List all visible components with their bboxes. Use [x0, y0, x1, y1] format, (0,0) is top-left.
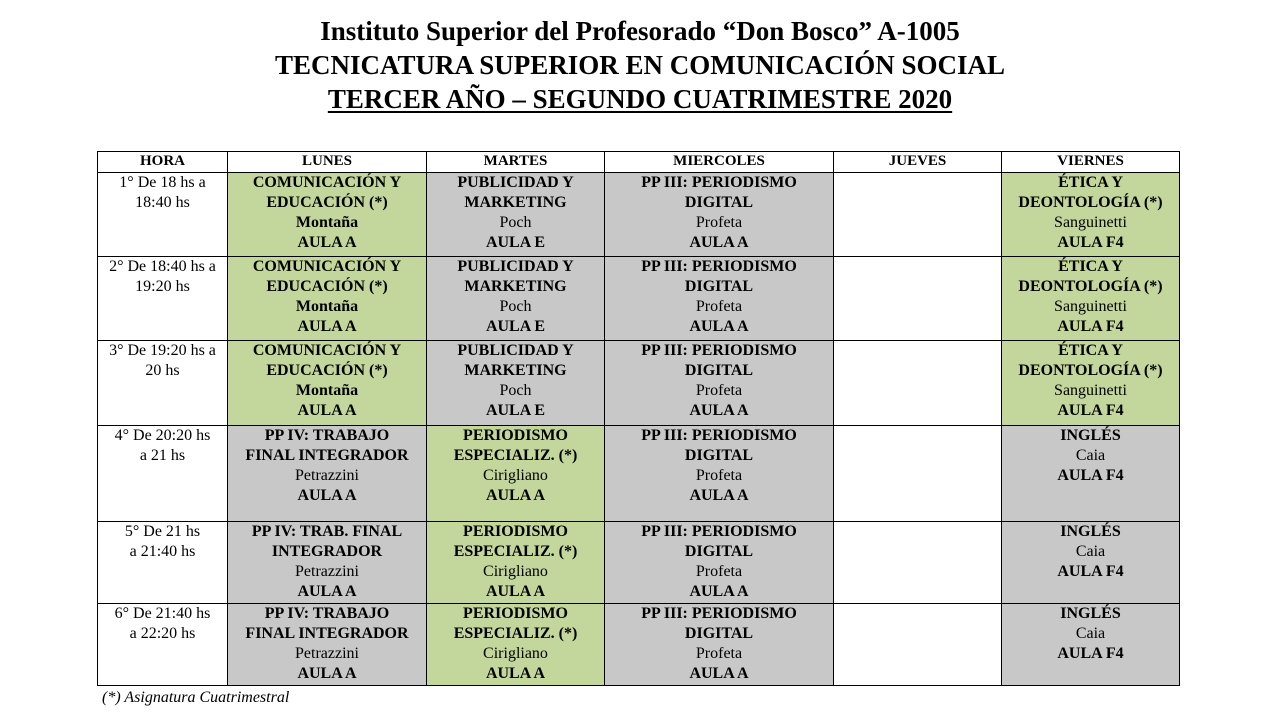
class-line: PUBLICIDAD Y: [457, 174, 574, 191]
class-cell-miercoles: [605, 341, 834, 426]
class-line: PERIODISMO: [463, 523, 568, 540]
class-cell-miercoles: [605, 257, 834, 341]
class-cell-lunes: [228, 522, 427, 604]
class-line: AULA F4: [1057, 234, 1124, 251]
class-line: INGLÉS: [1060, 427, 1121, 444]
hora-line: 4° De 20:20 hs: [114, 427, 211, 444]
class-line: Petrazzini: [295, 645, 359, 662]
class-line: Sanguinetti: [1054, 214, 1127, 231]
class-cell-viernes: [1002, 173, 1180, 257]
class-line: AULA A: [485, 487, 546, 504]
class-line: Profeta: [695, 382, 743, 399]
class-cell-martes: [427, 604, 605, 686]
class-cell-viernes: [1002, 341, 1180, 426]
class-line: Montaña: [295, 298, 359, 315]
program-title: TECNICATURA SUPERIOR EN COMUNICACIÓN SOCIAL: [274, 50, 1006, 80]
class-line: AULA A: [297, 583, 357, 600]
hora-cell: [98, 604, 228, 686]
hora-cell: [98, 426, 228, 522]
class-line: INGLÉS: [1060, 523, 1121, 540]
class-line: ESPECIALIZ. (*): [453, 447, 578, 464]
class-line: Caia: [1075, 543, 1106, 560]
class-line: PP III: PERIODISMO: [641, 427, 797, 444]
class-line: INGLÉS: [1060, 605, 1121, 622]
class-line: PP IV: TRAB. FINAL: [251, 523, 403, 540]
class-line: PP III: PERIODISMO: [641, 342, 797, 359]
class-line: DEONTOLOGÍA (*): [1018, 194, 1163, 211]
hora-line: 1° De 18 hs a: [119, 174, 206, 191]
hora-line: 6° De 21:40 hs: [114, 605, 211, 622]
class-cell-lunes: [228, 604, 427, 686]
class-line: PP III: PERIODISMO: [641, 605, 797, 622]
class-line: AULA A: [689, 318, 749, 335]
class-line: ÉTICA Y: [1058, 342, 1123, 359]
col-header-miercoles: MIERCOLES: [605, 152, 834, 173]
class-line: PP III: PERIODISMO: [641, 258, 797, 275]
table-row: [98, 257, 1180, 341]
class-line: AULA F4: [1057, 318, 1124, 335]
class-line: ÉTICA Y: [1058, 258, 1123, 275]
hora-cell: [98, 173, 228, 257]
class-line: Poch: [499, 382, 532, 399]
class-line: AULA E: [485, 402, 546, 419]
class-line: DIGITAL: [684, 278, 754, 295]
class-cell-jueves: [834, 426, 1002, 522]
col-header-lunes: LUNES: [228, 152, 427, 173]
class-line: PERIODISMO: [463, 605, 568, 622]
class-cell-martes: [427, 522, 605, 604]
hora-cell: [98, 522, 228, 604]
class-line: COMUNICACIÓN Y: [252, 174, 402, 191]
class-line: PUBLICIDAD Y: [457, 258, 574, 275]
class-line: PP III: PERIODISMO: [641, 523, 797, 540]
hora-line: a 21 hs: [139, 447, 186, 464]
class-line: AULA A: [689, 234, 749, 251]
class-line: AULA A: [297, 318, 357, 335]
hora-line: 3° De 19:20 hs a: [109, 342, 216, 359]
class-line: Petrazzini: [295, 467, 359, 484]
class-line: Profeta: [695, 645, 743, 662]
class-line: DEONTOLOGÍA (*): [1018, 362, 1163, 379]
hora-line: 18:40 hs: [135, 194, 190, 211]
class-line: Caia: [1075, 625, 1106, 642]
class-cell-miercoles: [605, 426, 834, 522]
class-cell-martes: [427, 257, 605, 341]
term-title: [0, 82, 1280, 116]
class-line: Poch: [499, 298, 532, 315]
class-cell-lunes: [228, 173, 427, 257]
class-line: AULA A: [297, 665, 357, 682]
class-line: INTEGRADOR: [271, 543, 383, 560]
class-line: Cirigliano: [483, 467, 548, 484]
col-header-viernes: VIERNES: [1002, 152, 1180, 173]
hora-line: a 22:20 hs: [129, 625, 196, 642]
class-line: Profeta: [695, 214, 743, 231]
table-row: [98, 426, 1180, 522]
class-line: MARKETING: [464, 278, 567, 295]
class-line: DIGITAL: [684, 194, 754, 211]
class-line: AULA E: [485, 234, 546, 251]
class-line: AULA F4: [1057, 402, 1124, 419]
class-line: ESPECIALIZ. (*): [453, 543, 578, 560]
class-line: DIGITAL: [684, 625, 754, 642]
class-cell-viernes: [1002, 604, 1180, 686]
hora-line: 2° De 18:40 hs a: [109, 258, 216, 275]
col-header-jueves: JUEVES: [834, 152, 1002, 173]
class-cell-jueves: [834, 257, 1002, 341]
hora-line: 19:20 hs: [135, 278, 190, 295]
class-line: AULA F4: [1057, 563, 1124, 580]
class-line: FINAL INTEGRADOR: [245, 625, 409, 642]
class-cell-martes: [427, 173, 605, 257]
table-row: [98, 604, 1180, 686]
class-line: AULA A: [689, 665, 749, 682]
class-line: AULA A: [485, 665, 546, 682]
class-line: AULA A: [689, 402, 749, 419]
class-cell-viernes: [1002, 426, 1180, 522]
hora-line: 5° De 21 hs: [124, 523, 201, 540]
class-line: PP III: PERIODISMO: [641, 174, 797, 191]
class-line: EDUCACIÓN (*): [266, 362, 388, 379]
class-line: DEONTOLOGÍA (*): [1018, 278, 1163, 295]
class-line: Profeta: [695, 467, 743, 484]
class-line: Poch: [499, 214, 532, 231]
class-line: PP IV: TRABAJO: [264, 605, 390, 622]
class-line: ESPECIALIZ. (*): [453, 625, 578, 642]
class-cell-lunes: [228, 426, 427, 522]
class-line: FINAL INTEGRADOR: [245, 447, 409, 464]
class-line: COMUNICACIÓN Y: [252, 342, 402, 359]
class-cell-jueves: [834, 341, 1002, 426]
class-cell-miercoles: [605, 173, 834, 257]
class-line: MARKETING: [464, 194, 567, 211]
hora-cell: [98, 341, 228, 426]
class-line: PERIODISMO: [463, 427, 568, 444]
class-line: Cirigliano: [483, 563, 548, 580]
class-line: AULA F4: [1057, 467, 1124, 484]
col-header-martes: MARTES: [427, 152, 605, 173]
class-line: Montaña: [295, 214, 359, 231]
class-line: Montaña: [295, 382, 359, 399]
class-line: COMUNICACIÓN Y: [252, 258, 402, 275]
class-line: AULA A: [689, 487, 749, 504]
class-line: Profeta: [695, 298, 743, 315]
footnote: (*) Asignatura Cuatrimestral: [102, 689, 290, 706]
class-line: Sanguinetti: [1054, 298, 1127, 315]
class-line: PP IV: TRABAJO: [264, 427, 390, 444]
institute-title: Instituto Superior del Profesorado “Don Bosco” A-1005: [320, 16, 960, 46]
class-cell-miercoles: [605, 604, 834, 686]
class-line: DIGITAL: [684, 543, 754, 560]
class-line: AULA A: [297, 402, 357, 419]
class-line: ÉTICA Y: [1058, 174, 1123, 191]
class-cell-jueves: [834, 522, 1002, 604]
class-line: EDUCACIÓN (*): [266, 278, 388, 295]
class-line: AULA A: [297, 487, 357, 504]
class-line: Sanguinetti: [1054, 382, 1127, 399]
class-line: Profeta: [695, 563, 743, 580]
class-line: MARKETING: [464, 362, 567, 379]
class-cell-lunes: [228, 341, 427, 426]
table-row: [98, 522, 1180, 604]
class-line: DIGITAL: [684, 447, 754, 464]
hora-line: 20 hs: [145, 362, 180, 379]
class-line: Petrazzini: [295, 563, 359, 580]
class-cell-jueves: [834, 604, 1002, 686]
class-line: DIGITAL: [684, 362, 754, 379]
class-line: EDUCACIÓN (*): [266, 194, 388, 211]
class-line: PUBLICIDAD Y: [457, 342, 574, 359]
class-line: Cirigliano: [483, 645, 548, 662]
schedule-body: [98, 173, 1180, 686]
schedule-table: [97, 151, 1180, 686]
class-cell-lunes: [228, 257, 427, 341]
class-cell-martes: [427, 341, 605, 426]
class-cell-viernes: [1002, 257, 1180, 341]
term-title-text: TERCER AÑO – SEGUNDO CUATRIMESTRE 2020: [327, 84, 953, 114]
class-cell-miercoles: [605, 522, 834, 604]
class-line: AULA A: [689, 583, 749, 600]
class-cell-viernes: [1002, 522, 1180, 604]
class-line: AULA A: [297, 234, 357, 251]
table-row: [98, 341, 1180, 426]
hora-cell: [98, 257, 228, 341]
class-line: Caia: [1075, 447, 1106, 464]
header-row: [98, 152, 1180, 173]
table-row: [98, 173, 1180, 257]
class-line: AULA A: [485, 583, 546, 600]
document-header: [0, 14, 1280, 116]
class-line: AULA F4: [1057, 645, 1124, 662]
col-header-hora: HORA: [98, 152, 228, 173]
class-cell-martes: [427, 426, 605, 522]
hora-line: a 21:40 hs: [129, 543, 196, 560]
class-line: AULA E: [485, 318, 546, 335]
class-cell-jueves: [834, 173, 1002, 257]
